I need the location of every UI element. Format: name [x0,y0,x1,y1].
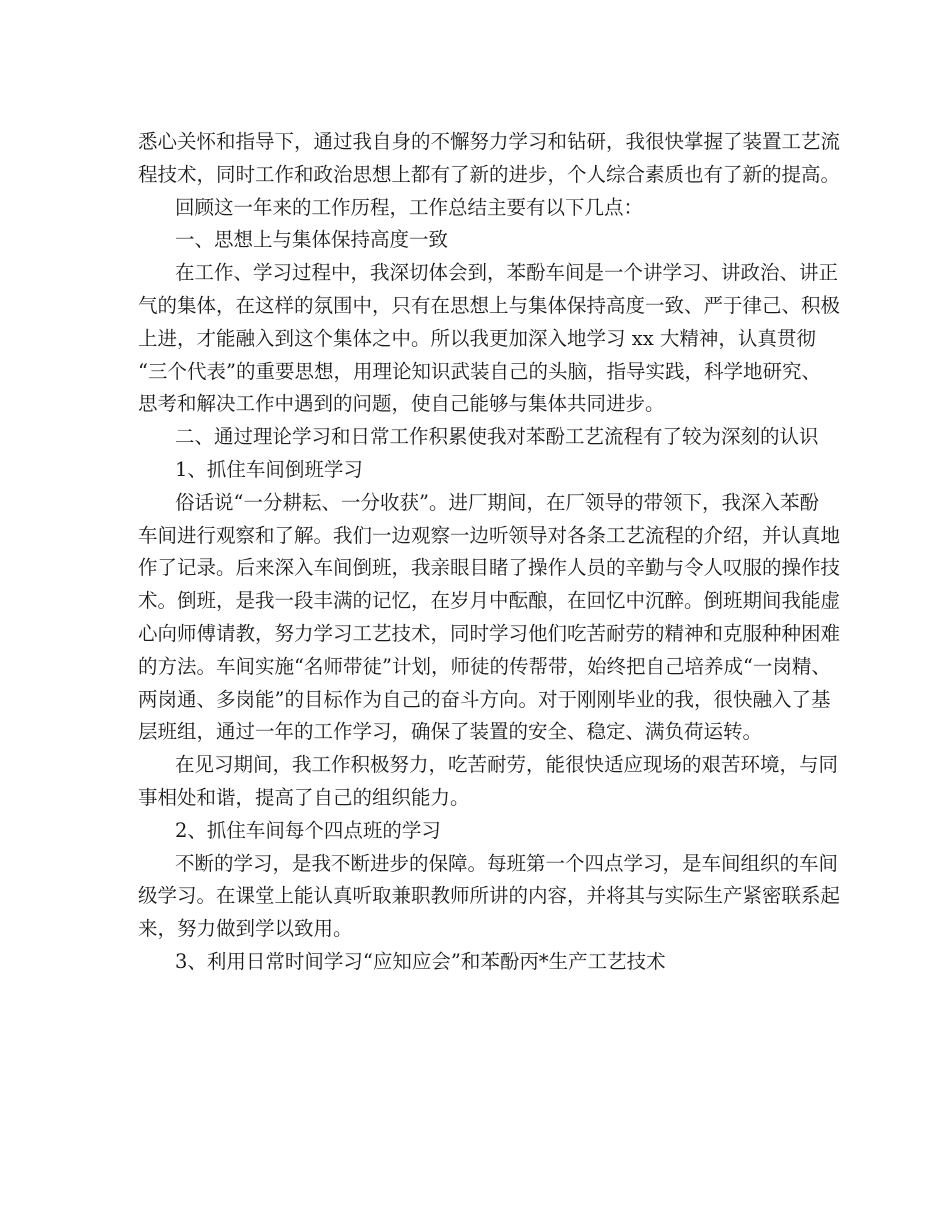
text-line: 心向师傅请教，努力学习工艺技术，同时学习他们吃苦耐劳的精神和克服种种困难 [138,621,841,645]
text-line: 事相处和谐，提高了自己的组织能力。 [138,785,470,809]
text-line: 作了记录。后来深入车间倒班，我亲眼目睹了操作人员的辛勤与令人叹服的操作技 [138,556,841,580]
text-line: 俗话说“一分耕耘、一分收获”。进厂期间，在厂领导的带领下，我深入苯酚 [175,490,819,514]
text-line: 2、抓住车间每个四点班的学习 [175,818,441,842]
text-line: 车间进行观察和了解。我们一边观察一边听领导对各条工艺流程的介绍，并认真地 [138,523,841,547]
text-line: 上进，才能融入到这个集体之中。所以我更加深入地学习 xx 大精神，认真贯彻 [138,326,816,350]
text-line: 来，努力做到学以致用。 [138,917,353,941]
text-line: 程技术，同时工作和政治思想上都有了新的进步，个人综合素质也有了新的提高。 [138,162,841,186]
text-line: 悉心关怀和指导下，通过我自身的不懈努力学习和钻研，我很快掌握了装置工艺流 [138,130,841,153]
text-line: 不断的学习，是我不断进步的保障。每班第一个四点学习，是车间组织的车间 [175,851,839,875]
text-line: 在见习期间，我工作积极努力，吃苦耐劳，能很快适应现场的艰苦环境，与同 [175,753,839,777]
text-line: 术。倒班，是我一段丰满的记忆，在岁月中酝酿，在回忆中沉醉。倒班期间我能虚 [138,589,841,613]
text-line: 二、通过理论学习和日常工作积累使我对苯酚工艺流程有了较为深刻的认识 [175,425,819,449]
text-line: 的方法。车间实施“名师带徒”计划，师徒的传帮带，始终把自己培养成“一岗精、 [138,654,831,678]
text-line: 在工作、学习过程中，我深切体会到，苯酚车间是一个讲学习、讲政治、讲正 [175,261,839,285]
text-line: “三个代表”的重要思想，用理论知识武装自己的头脑，指导实践，科学地研究、 [138,359,821,383]
text-line: 层班组，通过一年的工作学习，确保了装置的安全、稳定、满负荷运转。 [138,720,763,744]
document-body [138,126,841,979]
text-line: 气的集体，在这样的氛围中，只有在思想上与集体保持高度一致、严于律己、积极 [138,293,841,317]
text-line: 回顾这一年来的工作历程，工作总结主要有以下几点： [175,195,644,219]
text-line: 级学习。在课堂上能认真听取兼职教师所讲的内容，并将其与实际生产紧密联系起 [138,884,841,908]
text-line: 3、利用日常时间学习“应知应会”和苯酚丙*生产工艺技术 [175,949,666,973]
text-line: 思考和解决工作中遇到的问题，使自己能够与集体共同进步。 [138,392,665,416]
text-line: 一、思想上与集体保持高度一致 [175,228,449,252]
text-line: 两岗通、多岗能”的目标作为自己的奋斗方向。对于刚刚毕业的我，很快融入了基 [138,687,831,711]
text-line: 1、抓住车间倒班学习 [175,457,363,481]
